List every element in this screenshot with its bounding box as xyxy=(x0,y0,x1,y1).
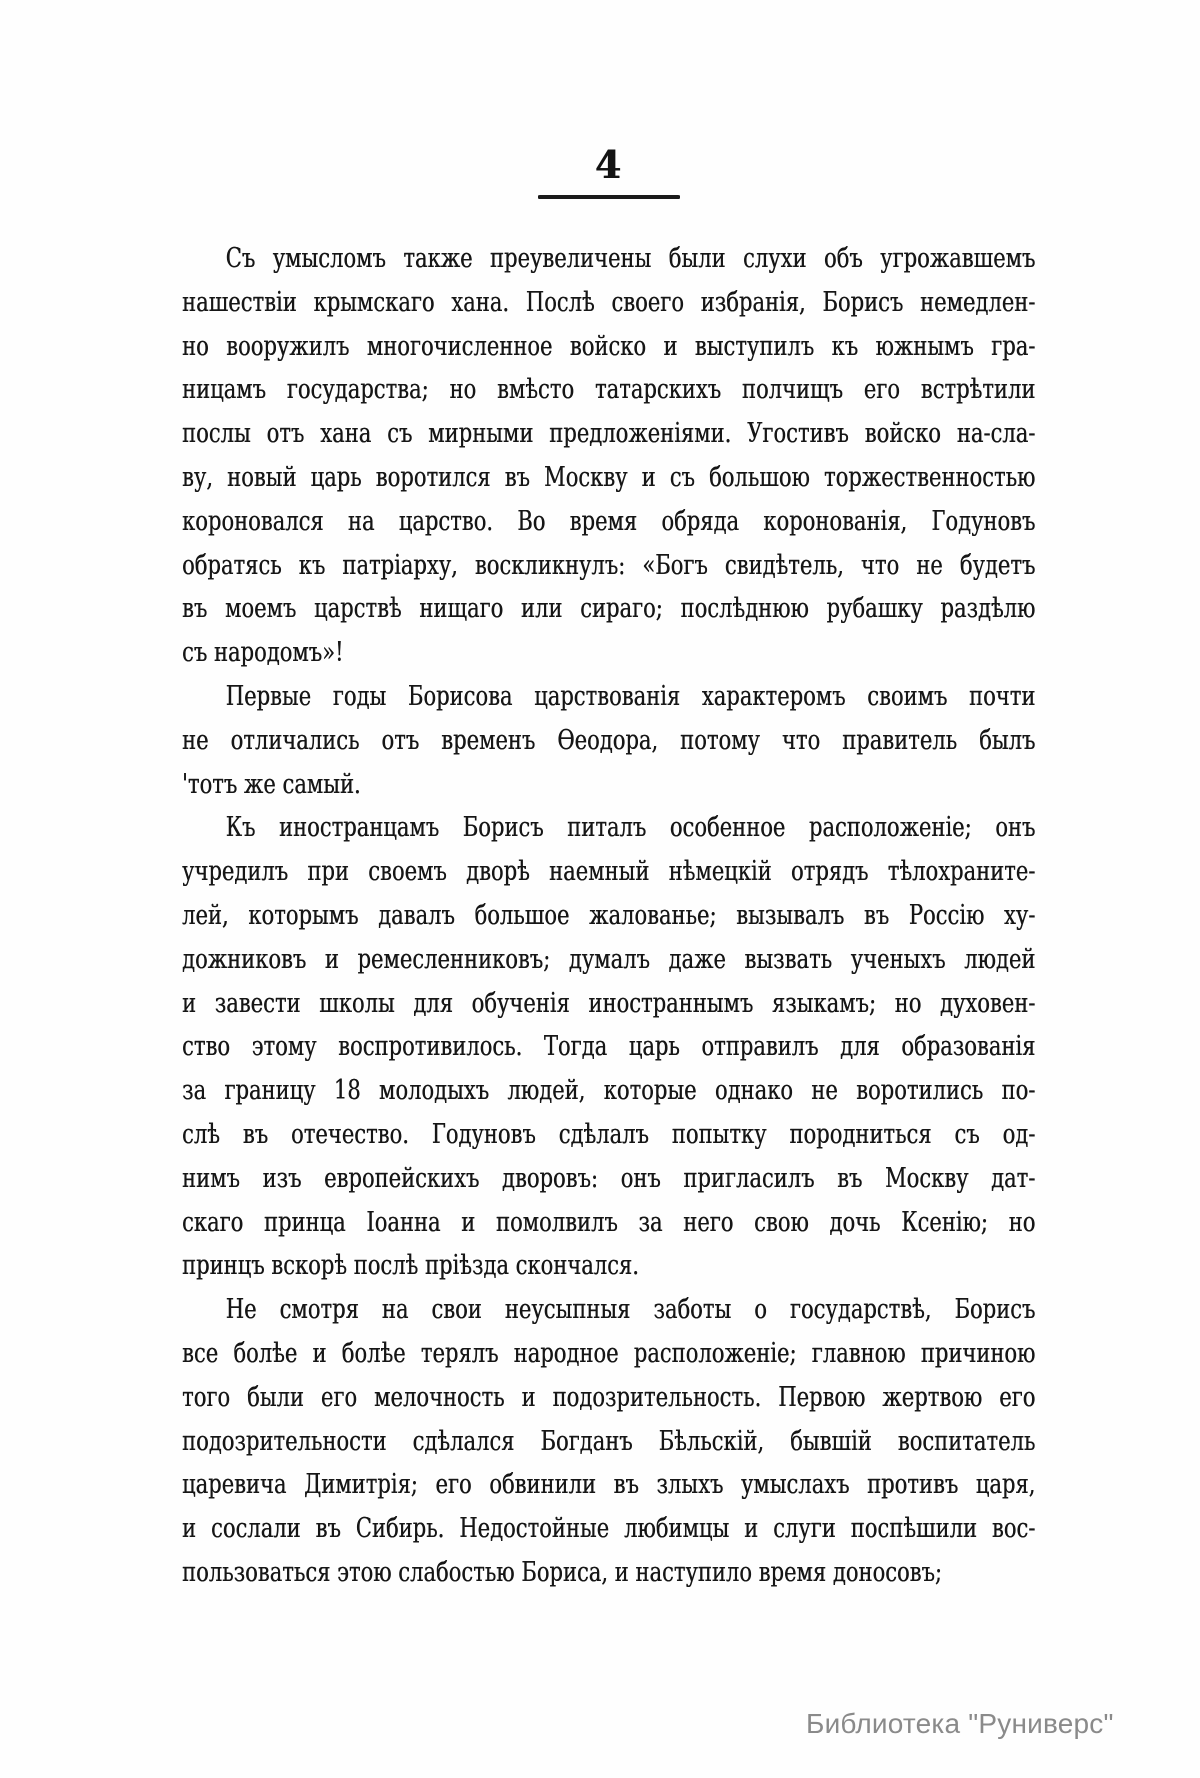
text-line: скаго принца Іоанна и помолвилъ за него свою дочь Ксенію; но xyxy=(182,1206,1036,1238)
text-line: учредилъ при своемъ дворѣ наемный нѣмецкій отрядъ тѣлохраните- xyxy=(182,856,1036,888)
text-line: ство этому воспротивилось. Тогда царь отправилъ для образованія xyxy=(182,1031,1036,1063)
text-line: Съ умысломъ также преувеличены были слухи объ угрожавшемъ xyxy=(225,243,1036,274)
text-line: все болѣе и болѣе терялъ народное расположеніе; главною причиною xyxy=(182,1337,1036,1369)
page-header xyxy=(182,142,1035,199)
text-line: и завести школы для обученія иностраннымъ языкамъ; но духовен- xyxy=(182,987,1036,1019)
text-line: но вооружилъ многочисленное войско и выступилъ къ южнымъ гра- xyxy=(182,330,1036,362)
text-line: не отличались отъ временъ Ѳеодора, потому что правитель былъ xyxy=(182,724,1036,756)
text-line: царевича Димитрія; его обвинили въ злыхъ умыслахъ противъ царя, xyxy=(182,1469,1036,1501)
text-line: слѣ въ отечество. Годуновъ сдѣлалъ попытку породниться съ од- xyxy=(182,1118,1036,1150)
text-line: лей, которымъ давалъ большое жалованье; вызывалъ въ Россію ху- xyxy=(182,899,1036,931)
text-line: и сослали въ Сибирь. Недостойные любимцы и слуги поспѣшили вос- xyxy=(182,1513,1036,1545)
text-line: ву, новый царь воротился въ Москву и съ большою торжественностью xyxy=(182,461,1036,493)
text-line: нашествіи крымскаго хана. Послѣ своего избранія, Борисъ немедлен- xyxy=(182,286,1036,318)
text-line: того были его мелочность и подозрительность. Первою жертвою его xyxy=(182,1381,1036,1413)
text-line: съ народомъ»! xyxy=(182,637,344,669)
page-number: 4 xyxy=(594,142,623,187)
text-line: короновался на царство. Во время обряда коронованія, Годуновъ xyxy=(182,505,1036,537)
library-watermark: Библиотека "Руниверс" xyxy=(806,1708,1114,1739)
text-line: 'тотъ же самый. xyxy=(182,768,361,800)
text-line: Первые годы Борисова царствованія характеромъ своимъ почти xyxy=(225,680,1036,712)
text-line: послы отъ хана съ мирными предложеніями. Угостивъ войско на-сла- xyxy=(182,418,1036,450)
text-line: ницамъ государства; но вмѣсто татарскихъ полчищъ его встрѣтили xyxy=(182,374,1036,406)
text-line: за границу 18 молодыхъ людей, которые однако не воротились по- xyxy=(182,1075,1036,1107)
text-line: Не смотря на свои неусыпныя заботы о государствѣ, Борисъ xyxy=(225,1294,1036,1326)
text-line: нимъ изъ европейскихъ дворовъ: онъ пригласилъ въ Москву дат- xyxy=(182,1162,1036,1194)
text-line: дожниковъ и ремесленниковъ; думалъ даже вызвать ученыхъ людей xyxy=(182,943,1036,975)
text-line: обратясь къ патріарху, воскликнулъ: «Богъ свидѣтель, что не будетъ xyxy=(182,549,1036,581)
header-rule xyxy=(538,195,680,199)
text-line: принцъ вскорѣ послѣ пріѣзда скончался. xyxy=(182,1250,639,1282)
text-line: подозрительности сдѣлался Богданъ Бѣльскій, бывшій воспитатель xyxy=(182,1425,1036,1457)
text-line: пользоваться этою слабостью Бориса, и наступило время доносовъ; xyxy=(182,1556,942,1588)
text-block xyxy=(182,237,1035,1595)
text-line: въ моемъ царствѣ нищаго или сираго; послѣднюю рубашку раздѣлю xyxy=(182,593,1036,625)
text-line: Къ иностранцамъ Борисъ питалъ особенное расположеніе; онъ xyxy=(225,812,1036,844)
